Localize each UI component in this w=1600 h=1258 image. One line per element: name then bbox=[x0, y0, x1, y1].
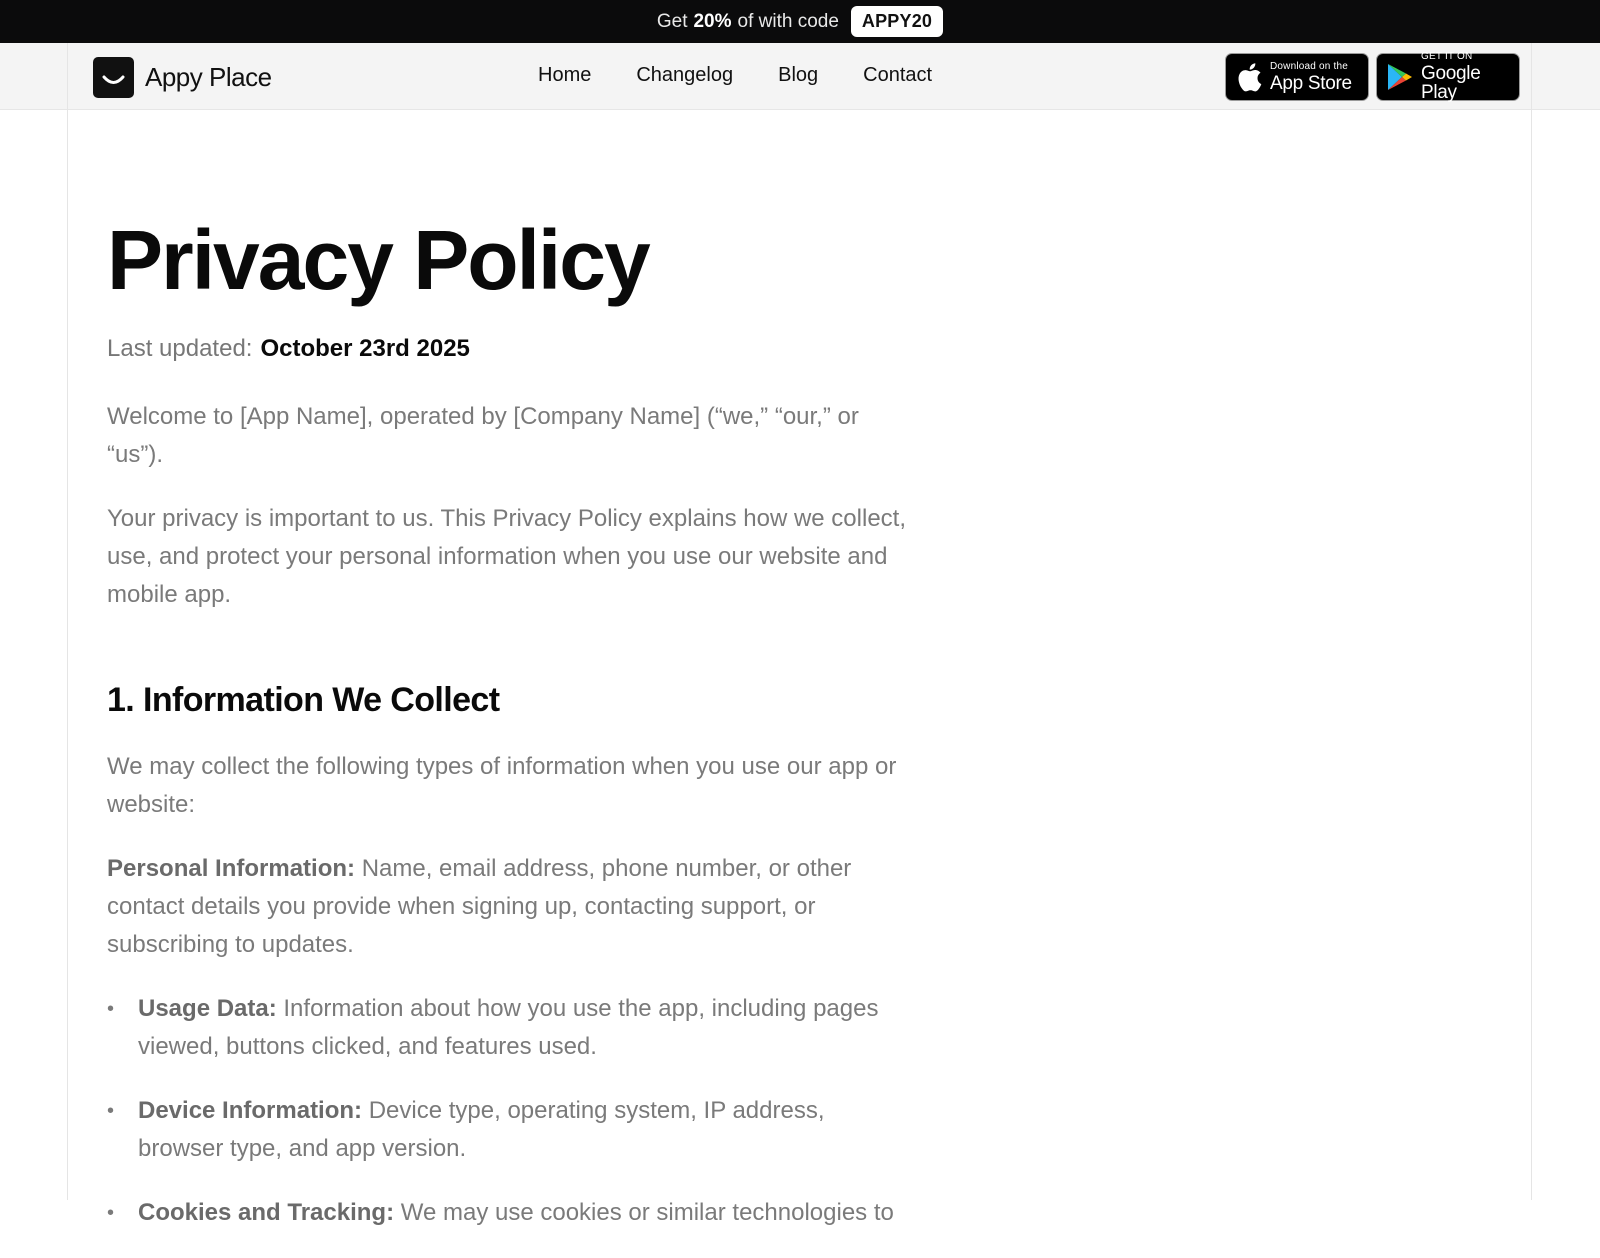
smile-logo-icon bbox=[93, 57, 134, 98]
last-updated-date: October 23rd 2025 bbox=[260, 335, 470, 362]
app-store-label bbox=[1270, 62, 1352, 93]
privacy-paragraph: Your privacy is important to us. This Privacy Policy explains how we collect, use, and protect your personal information when you use our website and mobile app. bbox=[107, 505, 906, 608]
last-updated-label: Last updated: bbox=[107, 335, 253, 362]
app-store-big-text: App Store bbox=[1270, 72, 1352, 94]
page-title: Privacy Policy bbox=[107, 213, 649, 307]
policy-content bbox=[107, 200, 907, 1258]
nav-blog[interactable]: Blog bbox=[778, 64, 819, 86]
google-play-big-text: Google Play bbox=[1421, 63, 1481, 103]
promo-bar bbox=[0, 0, 1600, 43]
promo-percent: 20% bbox=[693, 10, 732, 32]
promo-code-badge[interactable]: APPY20 bbox=[851, 6, 943, 37]
section-intro-paragraph: We may collect the following types of information when you use our app or website: bbox=[107, 753, 897, 818]
section-title-information: 1. Information We Collect bbox=[107, 681, 500, 719]
usage-data-text: Information about how you use the app, including pages viewed, buttons clicked, and features used. bbox=[138, 995, 879, 1060]
frame-divider-left bbox=[67, 43, 68, 1200]
logo-text: Appy Place bbox=[145, 62, 272, 92]
main-nav bbox=[538, 60, 932, 90]
nav-changelog[interactable]: Changelog bbox=[636, 64, 734, 86]
personal-info-text: Name, email address, phone number, or other contact details you provide when signing up, contacting support, or subscribing to updates. bbox=[107, 855, 852, 958]
promo-prefix: Get bbox=[656, 10, 688, 32]
list-item bbox=[107, 1092, 907, 1168]
app-store-button[interactable] bbox=[1225, 53, 1369, 101]
frame-divider-right bbox=[1531, 43, 1532, 1200]
info-bullet-list bbox=[107, 990, 907, 1232]
list-item bbox=[107, 990, 907, 1066]
cookies-label: Cookies and Tracking: bbox=[138, 1199, 395, 1226]
google-play-icon bbox=[1387, 63, 1413, 91]
intro-paragraph: Welcome to [App Name], operated by [Company Name] (“we,” “our,” or “us”). bbox=[107, 403, 859, 468]
usage-data-label: Usage Data: bbox=[138, 995, 277, 1022]
device-info-label: Device Information: bbox=[138, 1097, 363, 1124]
apple-icon bbox=[1236, 62, 1262, 92]
nav-contact[interactable]: Contact bbox=[863, 64, 933, 86]
last-updated bbox=[107, 330, 907, 368]
google-play-label bbox=[1421, 52, 1519, 102]
logo-link[interactable] bbox=[93, 57, 272, 98]
app-store-small-text: Download on the bbox=[1270, 60, 1349, 72]
google-play-button[interactable] bbox=[1376, 53, 1520, 101]
personal-info-paragraph bbox=[107, 850, 907, 964]
list-item bbox=[107, 1194, 907, 1232]
device-info-text: Device type, operating system, IP address, browser type, and app version. bbox=[138, 1097, 825, 1162]
promo-middle: of with code bbox=[737, 10, 839, 32]
cookies-text: We may use cookies or similar technologies to bbox=[394, 1199, 894, 1226]
nav-home[interactable]: Home bbox=[538, 64, 592, 86]
google-play-small-text: GET IT ON bbox=[1421, 51, 1473, 62]
personal-info-label: Personal Information: bbox=[107, 855, 356, 882]
